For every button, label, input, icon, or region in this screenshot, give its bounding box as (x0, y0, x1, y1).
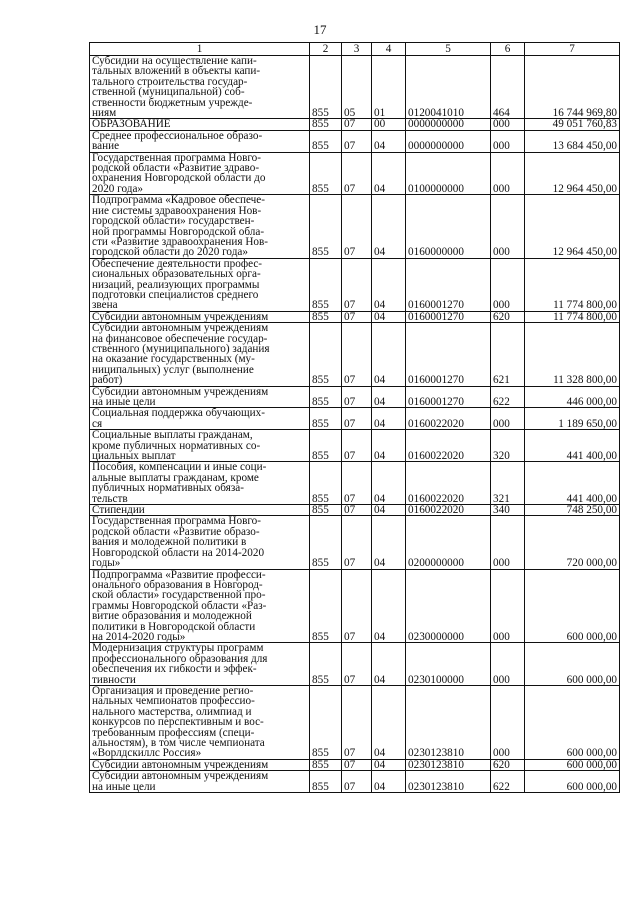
target-article-cell: 0230123810 (406, 771, 491, 793)
amount-cell: 600 000,00 (525, 771, 620, 793)
expense-type-cell: 321 (491, 462, 525, 505)
expense-type-cell: 464 (491, 56, 525, 119)
item-name-line: онального образования в Новгород- (92, 578, 263, 591)
item-name-line: ственности бюджетным учрежде- (92, 96, 253, 109)
table-row (90, 56, 620, 119)
item-name-cell (90, 56, 310, 119)
expense-type-cell: 000 (491, 643, 525, 686)
amount-cell: 1 189 650,00 (525, 408, 620, 430)
item-name-line: Социальные выплаты гражданам, (92, 429, 253, 442)
amount-cell: 11 774 800,00 (525, 311, 620, 322)
item-name-line: охранения Новгородской области до (92, 172, 266, 185)
item-name-line: родской области «Развитие образо- (92, 525, 260, 538)
item-name-line: альные выплаты гражданам, кроме (92, 471, 259, 484)
target-article-cell: 0230000000 (406, 569, 491, 643)
item-name-line: политики в Новгородской области (92, 620, 256, 633)
item-name-cell (90, 685, 310, 759)
amount-cell: 13 684 450,00 (525, 130, 620, 152)
ved-cell: 855 (310, 569, 342, 643)
expense-type-cell: 000 (491, 130, 525, 152)
item-name-line: Модернизация структуры программ (92, 642, 264, 655)
table-row (90, 130, 620, 152)
expense-type-cell: 000 (491, 569, 525, 643)
item-name-cell (90, 569, 310, 643)
table-row (90, 195, 620, 258)
amount-cell: 49 051 760,83 (525, 119, 620, 130)
header-cell: 1 (90, 43, 310, 56)
table-row (90, 408, 620, 430)
item-name-line: на финансовое обеспечение государ- (92, 332, 268, 345)
budget-table (89, 42, 620, 793)
podrazdel-cell: 04 (372, 130, 406, 152)
item-name-line: нального мастерства, олимпиад и (92, 705, 252, 718)
table-row (90, 462, 620, 505)
amount-cell: 441 400,00 (525, 430, 620, 462)
header-cell: 6 (491, 43, 525, 56)
item-name-cell (90, 505, 310, 516)
expense-type-cell: 622 (491, 386, 525, 408)
target-article-cell: 0160022020 (406, 505, 491, 516)
expense-type-cell: 000 (491, 685, 525, 759)
podrazdel-cell: 04 (372, 323, 406, 386)
amount-cell: 12 964 450,00 (525, 195, 620, 258)
item-name-cell (90, 408, 310, 430)
item-name-line: городской области» государствен- (92, 215, 255, 228)
page-number: 17 (313, 22, 327, 37)
expense-type-cell: 621 (491, 323, 525, 386)
amount-cell: 446 000,00 (525, 386, 620, 408)
item-name-line: 2020 года» (92, 182, 144, 195)
item-name-line: сти «Развитие здравоохранения Нов- (92, 235, 269, 248)
ved-cell: 855 (310, 119, 342, 130)
ved-cell: 855 (310, 195, 342, 258)
table-row (90, 685, 620, 759)
item-name-line: ственного (муниципального) задания (92, 342, 270, 355)
header-row (90, 43, 620, 56)
item-name-cell (90, 258, 310, 311)
target-article-cell: 0230123810 (406, 759, 491, 770)
podrazdel-cell: 04 (372, 311, 406, 322)
item-name-cell (90, 323, 310, 386)
item-name-line: Государственная программа Новго- (92, 151, 261, 164)
item-name-line: Субсидии автономным учреждениям (92, 310, 269, 323)
item-name-line: вания и молодежной политики в (92, 536, 247, 549)
amount-cell: 600 000,00 (525, 685, 620, 759)
table-row (90, 569, 620, 643)
item-name-line: граммы Новгородской области «Раз- (92, 599, 267, 612)
target-article-cell: 0160001270 (406, 386, 491, 408)
target-article-cell: 0120041010 (406, 56, 491, 119)
podrazdel-cell: 04 (372, 462, 406, 505)
table-row (90, 430, 620, 462)
ved-cell: 855 (310, 323, 342, 386)
ved-cell: 855 (310, 685, 342, 759)
item-name-cell (90, 152, 310, 195)
item-name-cell (90, 462, 310, 505)
item-name-line: ниципальных) услуг (выполнение (92, 363, 254, 376)
ved-cell: 855 (310, 258, 342, 311)
item-name-line: Новгородской области на 2014-2020 (92, 546, 265, 559)
item-name-line: работ) (92, 374, 123, 387)
podrazdel-cell: 04 (372, 516, 406, 569)
podrazdel-cell: 04 (372, 569, 406, 643)
podrazdel-cell: 04 (372, 258, 406, 311)
ved-cell: 855 (310, 311, 342, 322)
item-name-line: Пособия, компенсации и иные соци- (92, 461, 267, 474)
item-name-line: Среднее профессиональное образо- (92, 129, 263, 142)
item-name-line: циальных выплат (92, 450, 176, 463)
amount-cell: 600 000,00 (525, 759, 620, 770)
header-cell: 5 (406, 43, 491, 56)
razdel-cell: 07 (342, 569, 372, 643)
item-name-line: Субсидии автономным учреждениям (92, 322, 269, 335)
expense-type-cell: 620 (491, 311, 525, 322)
table-body (90, 56, 620, 793)
item-name-line: на 2014-2020 годы» (92, 630, 186, 643)
amount-cell: 748 250,00 (525, 505, 620, 516)
podrazdel-cell: 04 (372, 430, 406, 462)
target-article-cell: 0160022020 (406, 430, 491, 462)
expense-type-cell: 000 (491, 119, 525, 130)
table-row (90, 258, 620, 311)
razdel-cell: 07 (342, 505, 372, 516)
item-name-line: на иные цели (92, 396, 156, 408)
amount-cell: 16 744 969,80 (525, 56, 620, 119)
item-name-line: Субсидии автономным учреждениям (92, 758, 269, 771)
amount-cell: 11 774 800,00 (525, 258, 620, 311)
item-name-line: тивности (92, 673, 136, 686)
podrazdel-cell: 04 (372, 152, 406, 195)
ved-cell: 855 (310, 386, 342, 408)
item-name-line: Субсидии автономным учреждениям (92, 385, 269, 398)
item-name-cell (90, 430, 310, 462)
table-row (90, 505, 620, 516)
razdel-cell: 07 (342, 130, 372, 152)
item-name-line: Подпрограмма «Развитие професси- (92, 568, 266, 581)
item-name-cell (90, 771, 310, 793)
amount-cell: 600 000,00 (525, 569, 620, 643)
item-name-line: низаций, реализующих программы (92, 278, 260, 291)
header-cell: 3 (342, 43, 372, 56)
item-name-line: витие образования и молодежной (92, 610, 252, 623)
item-name-line: публичных нормативных обяза- (92, 482, 244, 495)
expense-type-cell: 620 (491, 759, 525, 770)
ved-cell: 855 (310, 152, 342, 195)
expense-type-cell: 622 (491, 771, 525, 793)
target-article-cell: 0000000000 (406, 119, 491, 130)
item-name-line: родской области «Развитие здраво- (92, 162, 260, 175)
ved-cell: 855 (310, 408, 342, 430)
target-article-cell: 0160001270 (406, 311, 491, 322)
item-name-line: «Ворлдскиллс Россия» (92, 747, 202, 760)
amount-cell: 11 328 800,00 (525, 323, 620, 386)
podrazdel-cell: 04 (372, 408, 406, 430)
amount-cell: 12 964 450,00 (525, 152, 620, 195)
target-article-cell: 0160001270 (406, 323, 491, 386)
item-name-line: на иные цели (92, 780, 156, 793)
item-name-line: конкурсов по перспективным и вос- (92, 716, 264, 729)
podrazdel-cell: 04 (372, 643, 406, 686)
razdel-cell: 07 (342, 323, 372, 386)
amount-cell: 720 000,00 (525, 516, 620, 569)
amount-cell: 441 400,00 (525, 462, 620, 505)
razdel-cell: 07 (342, 152, 372, 195)
table-row (90, 771, 620, 793)
header-cell: 2 (310, 43, 342, 56)
target-article-cell: 0230100000 (406, 643, 491, 686)
item-name-line: Государственная программа Новго- (92, 515, 261, 528)
header-cell: 4 (372, 43, 406, 56)
razdel-cell: 07 (342, 430, 372, 462)
target-article-cell: 0230123810 (406, 685, 491, 759)
item-name-line: ние системы здравоохранения Нов- (92, 204, 262, 217)
item-name-line: ОБРАЗОВАНИЕ (92, 118, 171, 131)
podrazdel-cell: 01 (372, 56, 406, 119)
item-name-line: кроме публичных нормативных со- (92, 439, 261, 452)
podrazdel-cell: 04 (372, 195, 406, 258)
target-article-cell: 0200000000 (406, 516, 491, 569)
podrazdel-cell: 04 (372, 685, 406, 759)
razdel-cell: 07 (342, 119, 372, 130)
podrazdel-cell: 04 (372, 771, 406, 793)
item-name-line: обеспечения их гибкости и эффек- (92, 663, 257, 676)
item-name-line: сиональных образовательных орга- (92, 268, 261, 281)
target-article-cell: 0160001270 (406, 258, 491, 311)
table-row (90, 516, 620, 569)
item-name-line: альностям), в том числе чемпионата (92, 737, 265, 749)
podrazdel-cell: 04 (372, 759, 406, 770)
item-name-line: тальных вложений в объекты капи- (92, 65, 261, 78)
ved-cell: 855 (310, 430, 342, 462)
amount-cell: 600 000,00 (525, 643, 620, 686)
target-article-cell: 0100000000 (406, 152, 491, 195)
item-name-cell (90, 386, 310, 408)
item-name-line: годы» (92, 557, 121, 570)
table-row (90, 119, 620, 130)
razdel-cell: 07 (342, 258, 372, 311)
table-row (90, 643, 620, 686)
ved-cell: 855 (310, 130, 342, 152)
table-row (90, 152, 620, 195)
item-name-line: Субсидии на осуществление капи- (92, 55, 257, 67)
expense-type-cell: 000 (491, 408, 525, 430)
expense-type-cell: 000 (491, 195, 525, 258)
item-name-line: звена (92, 299, 118, 312)
item-name-line: ственной (муниципальной) соб- (92, 86, 245, 99)
expense-type-cell: 000 (491, 258, 525, 311)
razdel-cell: 07 (342, 643, 372, 686)
item-name-cell (90, 311, 310, 322)
ved-cell: 855 (310, 505, 342, 516)
razdel-cell: 07 (342, 516, 372, 569)
ved-cell: 855 (310, 516, 342, 569)
item-name-line: ской области» государственной про- (92, 589, 266, 602)
table-row (90, 386, 620, 408)
item-name-line: вание (92, 140, 120, 153)
item-name-line: тельств (92, 492, 128, 505)
razdel-cell: 07 (342, 685, 372, 759)
item-name-line: тального строительства государ- (92, 75, 248, 88)
target-article-cell: 0000000000 (406, 130, 491, 152)
razdel-cell: 05 (342, 56, 372, 119)
item-name-cell (90, 516, 310, 569)
podrazdel-cell: 04 (372, 386, 406, 408)
item-name-line: профессионального образования для (92, 652, 268, 665)
item-name-line: городской области до 2020 года» (92, 246, 248, 259)
item-name-cell (90, 759, 310, 770)
razdel-cell: 07 (342, 759, 372, 770)
razdel-cell: 07 (342, 462, 372, 505)
item-name-line: требованным профессиям (специ- (92, 726, 255, 739)
item-name-line: ся (92, 417, 103, 430)
item-name-line: Обеспечение деятельности профес- (92, 257, 263, 270)
razdel-cell: 07 (342, 311, 372, 322)
item-name-line: Подпрограмма «Кадровое обеспече- (92, 194, 266, 207)
item-name-cell (90, 130, 310, 152)
item-name-line: нальных чемпионатов профессио- (92, 695, 255, 708)
item-name-cell (90, 119, 310, 130)
table-row (90, 311, 620, 322)
podrazdel-cell: 00 (372, 119, 406, 130)
razdel-cell: 07 (342, 386, 372, 408)
expense-type-cell: 000 (491, 152, 525, 195)
item-name-line: ниям (92, 107, 117, 120)
header-cell: 7 (525, 43, 620, 56)
item-name-line: Стипендии (92, 504, 145, 517)
podrazdel-cell: 04 (372, 505, 406, 516)
ved-cell: 855 (310, 643, 342, 686)
item-name-line: Организация и проведение регио- (92, 684, 254, 697)
item-name-line: на оказание государственных (му- (92, 353, 255, 366)
table-row (90, 323, 620, 386)
ved-cell: 855 (310, 462, 342, 505)
item-name-cell (90, 643, 310, 686)
ved-cell: 855 (310, 759, 342, 770)
table-row (90, 759, 620, 770)
item-name-cell (90, 195, 310, 258)
item-name-line: Социальная поддержка обучающих- (92, 407, 265, 420)
item-name-line: Субсидии автономным учреждениям (92, 770, 269, 783)
razdel-cell: 07 (342, 408, 372, 430)
item-name-line: ной программы Новгородской обла- (92, 225, 265, 238)
expense-type-cell: 000 (491, 516, 525, 569)
expense-type-cell: 340 (491, 505, 525, 516)
item-name-line: подготовки специалистов среднего (92, 288, 259, 301)
expense-type-cell: 320 (491, 430, 525, 462)
target-article-cell: 0160022020 (406, 462, 491, 505)
ved-cell: 855 (310, 771, 342, 793)
razdel-cell: 07 (342, 195, 372, 258)
target-article-cell: 0160022020 (406, 408, 491, 430)
razdel-cell: 07 (342, 771, 372, 793)
target-article-cell: 0160000000 (406, 195, 491, 258)
ved-cell: 855 (310, 56, 342, 119)
